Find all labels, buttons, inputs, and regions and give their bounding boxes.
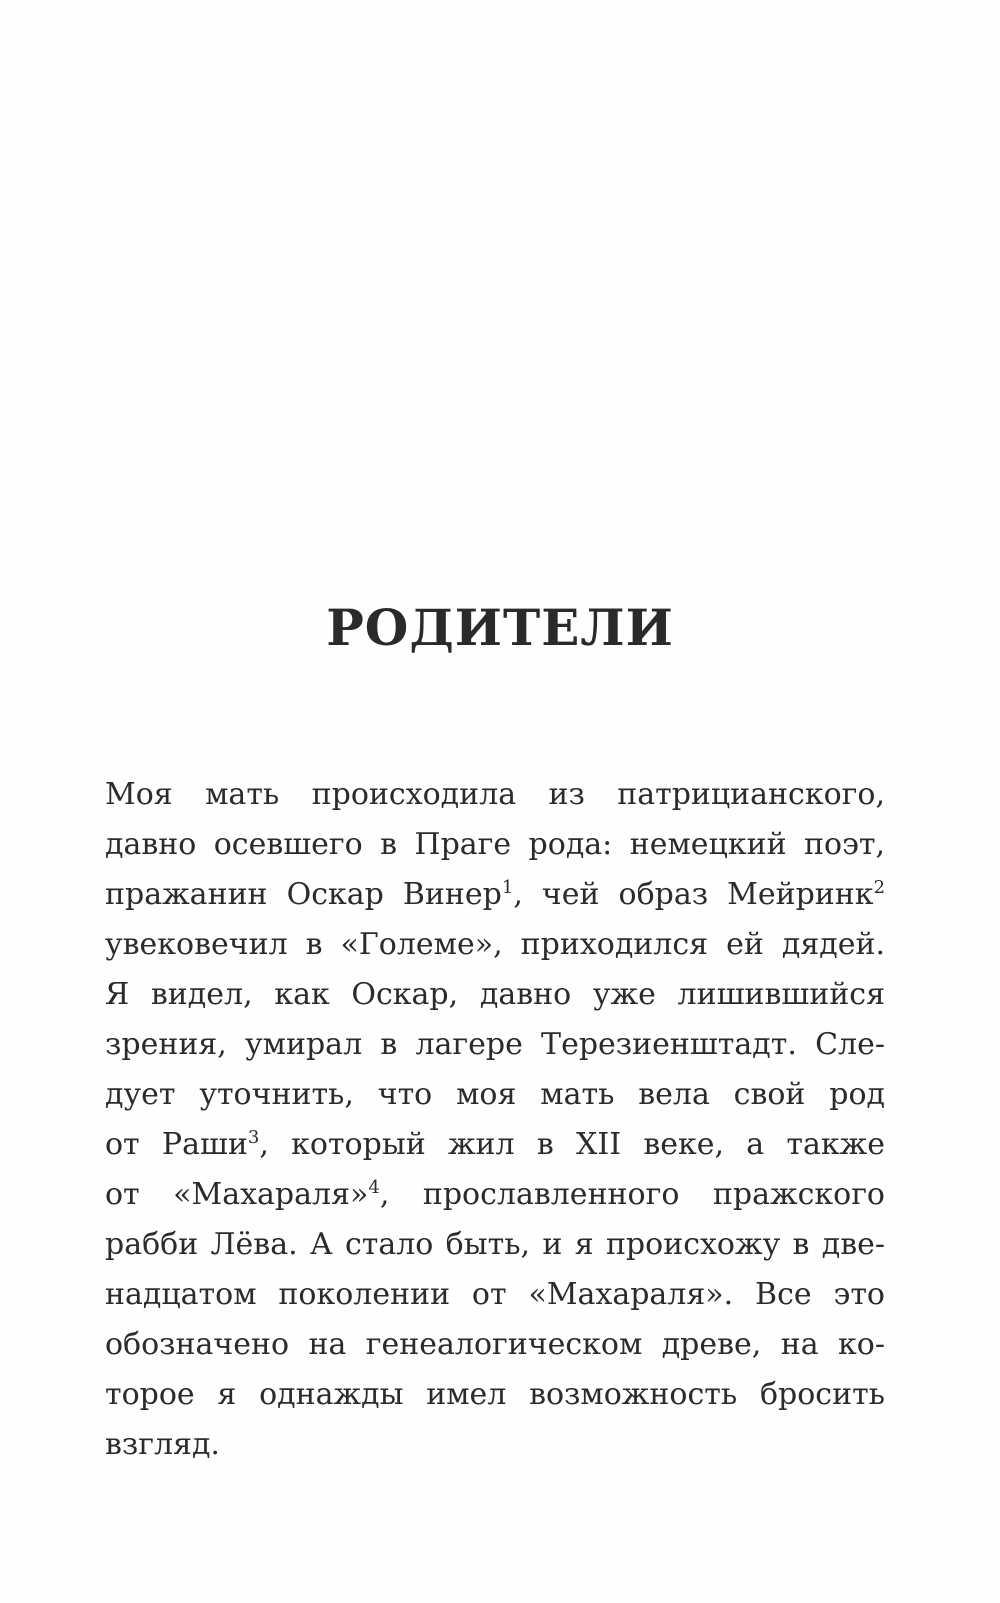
- text-line: рабби Лёва. А стало быть, и я происхожу в две-: [105, 1227, 885, 1262]
- text-line: Моя мать происходила из патрицианского,: [105, 777, 885, 812]
- text-line: давно осевшего в Праге рода: немецкий поэт,: [105, 827, 885, 862]
- text-segment: от Раши: [105, 1127, 248, 1162]
- text-line: [105, 870, 885, 920]
- text-line: обозначено на генеалогическом древе, на ко-: [105, 1327, 885, 1362]
- text-line: взгляд.: [105, 1427, 220, 1462]
- text-line: зрения, умирал в лагере Терезиенштадт. Сле-: [105, 1027, 885, 1062]
- text-line: дует уточнить, что моя мать вела свой род: [105, 1077, 885, 1112]
- text-line: надцатом поколении от «Махараля». Все это: [105, 1277, 885, 1312]
- text-line: торое я однажды имел возможность бросить: [105, 1377, 885, 1412]
- footnote-marker: 2: [873, 877, 886, 898]
- text-line: Я видел, как Оскар, давно уже лишившийся: [105, 977, 885, 1012]
- chapter-paragraph: [105, 770, 885, 1470]
- footnote-marker: 3: [247, 1127, 260, 1148]
- footnote-marker: 1: [501, 877, 514, 898]
- text-line: [105, 1120, 885, 1170]
- text-segment: , который жил в XII веке, а также: [259, 1127, 886, 1162]
- text-line: [105, 1170, 885, 1220]
- text-line: увековечил в «Големе», приходился ей дядей.: [105, 927, 885, 962]
- text-segment: , прославленного пражского: [379, 1177, 885, 1212]
- text-segment: от «Махараля»: [105, 1177, 369, 1212]
- footnote-marker: 4: [368, 1177, 380, 1198]
- chapter-title: РОДИТЕЛИ: [326, 598, 674, 657]
- text-segment: , чей образ Мейринк: [513, 877, 874, 912]
- text-segment: пражанин Оскар Винер: [105, 877, 502, 912]
